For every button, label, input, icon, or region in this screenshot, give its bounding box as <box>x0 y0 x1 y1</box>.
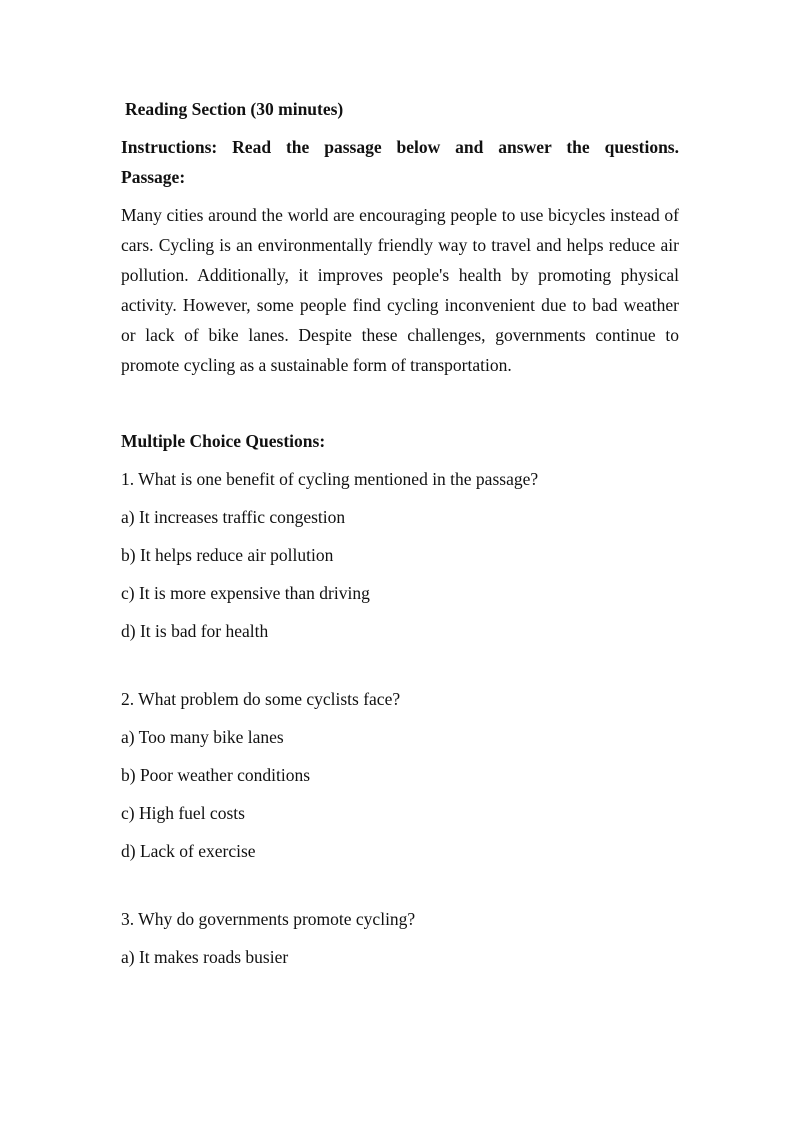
answer-option: c) It is more expensive than driving <box>121 583 370 603</box>
question-text: 3. Why do governments promote cycling? <box>121 909 416 929</box>
page-content <box>121 94 679 1010</box>
answer-option: a) It increases traffic congestion <box>121 507 346 527</box>
passage-label: Passage: <box>121 167 186 187</box>
question-block <box>121 684 679 866</box>
mcq-heading: Multiple Choice Questions: <box>121 431 326 451</box>
instructions-text: Instructions: Read the passage below and answer the questions. <box>121 137 679 157</box>
answer-option: d) Lack of exercise <box>121 841 256 861</box>
section-title: Reading Section (30 minutes) <box>125 99 344 119</box>
question-block <box>121 464 679 646</box>
passage-text: Many cities around the world are encouraging people to use bicycles instead of cars. Cycling is an environmentally friendly way to travel and helps reduce air pollution. Additionally, it improves people's health by promoting physical activity. However, some people find cycling inconvenient due to bad weather or lack of bike lanes. Despite these challenges, governments continue to promote cycling as a sustainable form of transportation. <box>121 205 679 375</box>
question-text: 2. What problem do some cyclists face? <box>121 689 401 709</box>
answer-option: b) Poor weather conditions <box>121 765 311 785</box>
question-block <box>121 904 679 972</box>
answer-option: c) High fuel costs <box>121 803 245 823</box>
answer-option: a) It makes roads busier <box>121 947 289 967</box>
answer-option: b) It helps reduce air pollution <box>121 545 334 565</box>
answer-option: d) It is bad for health <box>121 621 269 641</box>
question-text: 1. What is one benefit of cycling mentioned in the passage? <box>121 469 539 489</box>
answer-option: a) Too many bike lanes <box>121 727 284 747</box>
